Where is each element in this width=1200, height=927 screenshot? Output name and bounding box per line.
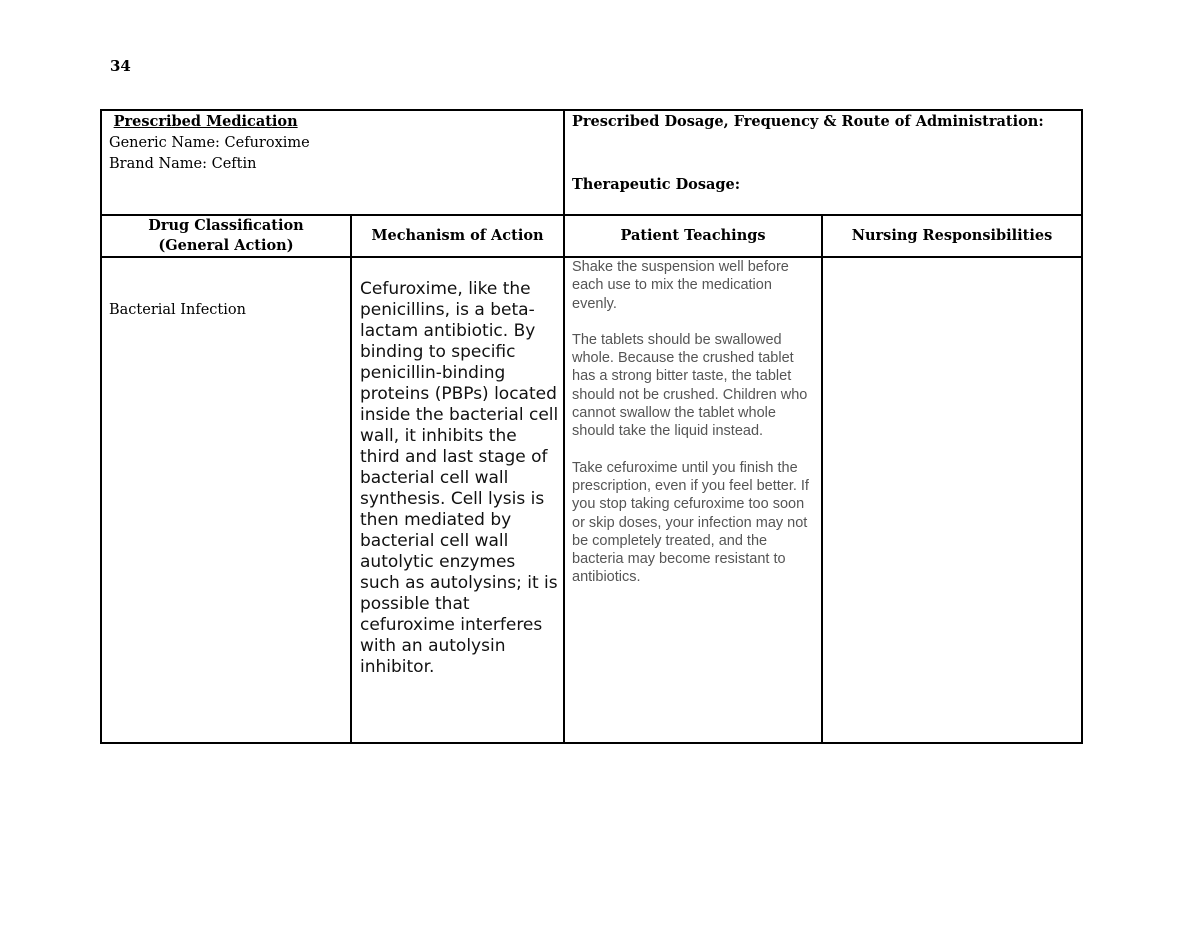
header-classification-line1: Drug Classification — [148, 217, 304, 234]
classification-value: Bacterial Infection — [109, 302, 246, 318]
teaching-paragraph: The tablets should be swallowed whole. Because the crushed tablet has a strong bitter taste, the tablet should not be crushed. Children who cannot swallow the tablet whole should take the liquid instead. — [572, 331, 808, 440]
teaching-paragraph: Shake the suspension well before each use to mix the medication evenly. — [572, 259, 789, 312]
header-drug-classification — [102, 216, 350, 256]
dosage-cell — [572, 111, 1077, 195]
prescribed-medication-title: Prescribed Medication — [113, 113, 298, 130]
page-number: 34 — [110, 57, 131, 75]
header-mechanism-label: Mechanism of Action — [371, 227, 544, 244]
patient-teachings-text — [572, 258, 817, 605]
prescribed-medication-cell — [109, 111, 559, 175]
header-nursing-responsibilities — [823, 216, 1081, 256]
header-patient-teachings — [565, 216, 821, 256]
dosage-label: Prescribed Dosage, Frequency & Route of Administration: — [572, 113, 1044, 130]
mechanism-text: Cefuroxime, like the penicillins, is a beta-lactam antibiotic. By binding to specific penicillin-binding proteins (PBPs) located inside the bacterial cell wall, it inhibits the third and last stage of bacterial cell wall synthesis. Cell lysis is then mediated by bacterial cell wall autolytic enzymes such as autolysins; it is possible that cefuroxime interferes with an autolysin inhibitor. — [360, 279, 559, 677]
teaching-paragraph: Take cefuroxime until you finish the prescription, even if you feel better. If you stop taking cefuroxime too soon or skip doses, your infection may not be completely treated, and the bacteria may become resistant to antibiotics. — [572, 459, 809, 586]
header-nursing-label: Nursing Responsibilities — [851, 227, 1053, 244]
header-teachings-label: Patient Teachings — [620, 227, 766, 244]
generic-name: Generic Name: Cefuroxime — [109, 135, 310, 151]
header-mechanism-of-action — [352, 216, 563, 256]
brand-name: Brand Name: Ceftin — [109, 156, 257, 172]
header-classification-line2: (General Action) — [158, 237, 294, 254]
therapeutic-dosage-label: Therapeutic Dosage: — [572, 176, 741, 193]
